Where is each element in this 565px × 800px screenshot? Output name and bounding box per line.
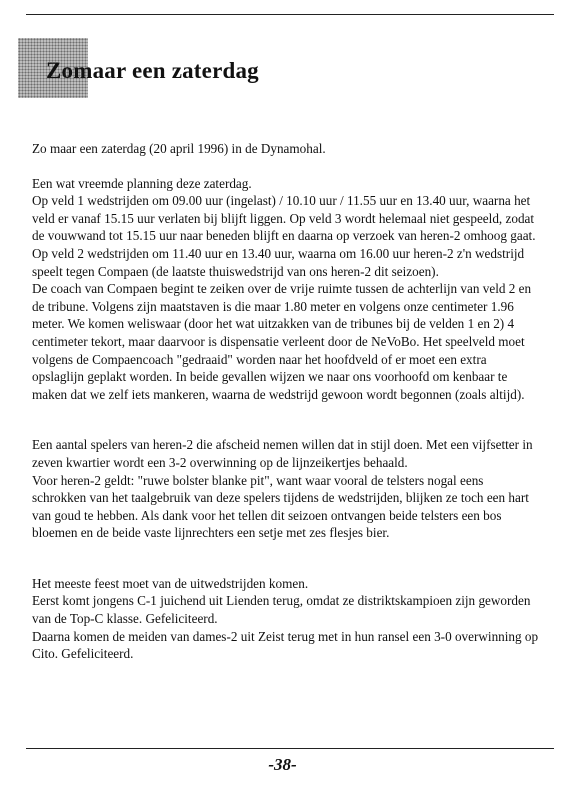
section1-paragraph-2: Op veld 1 wedstrijden om 09.00 uur (ingelast) / 10.10 uur / 11.55 uur en 13.40 uur, waarna het veld er vanaf 15.15 uur verlaten bij blijft liggen. Op veld 3 wordt helemaal niet gespeeld, zodat de vouwwand tot 15.15 uur naar beneden blijft en daarna op verzoek van heren-2 omhoog gaat. Op veld 2 wedstrijden om 11.40 uur en 13.40 uur, waarna om 16.00 uur heren-2 z'n wedstrijd speelt tegen Compaen (de laatste thuiswedstrijd van ons heren-2 dit seizoen). xyxy=(32,193,536,279)
section1-paragraph-3: De coach van Compaen begint te zeiken over de vrije ruimte tussen de achterlijn van veld 2 en de tribune. Volgens zijn maatstaven is die maar 1.80 meter en volgens onze centimeter 1.96 meter. We komen weliswaar (door het wat uitzakken van de tribunes bij de velden 1 en 2) 4 centimeter tekort, maar daarvoor is dispensatie verleent door de NeVoBo. Het speelveld moet volgens de Compaencoach "gedraaid" worden naar het hoofdveld of er moet een extra opslaglijn geplakt worden. In beide gevallen wijzen we naar ons voorhoofd om kenbaar te maken dat we zelf iets mankeren, waarna de wedstrijd gewoon wordt begonnen (zoals altijd). xyxy=(32,281,532,402)
section3-paragraph-1: Het meeste feest moet van de uitwedstrijden komen. xyxy=(32,575,309,591)
bottom-rule xyxy=(26,748,554,749)
article-body xyxy=(32,140,540,663)
section3-paragraph-2: Eerst komt jongens C-1 juichend uit Lienden terug, omdat ze distriktskampioen zijn geworden van de Top-C klasse. Gefeliciteerd. xyxy=(32,593,531,627)
article-title: Zomaar een zaterdag xyxy=(46,58,259,83)
section2-paragraph-2: Voor heren-2 geldt: "ruwe bolster blanke pit", want waar vooral de telsters nogal eens schrokken van het taalgebruik van deze spelers tijdens de wedstrijden, blijken ze toch een hart van goud te hebben. Als dank voor het tellen dit seizoen ontvangen beide telsters een bos bloemen en de beide vaste lijnrechters een setje met zes flesjes bier. xyxy=(32,472,529,541)
page-number: -38- xyxy=(268,755,297,774)
section3-paragraph-3: Daarna komen de meiden van dames-2 uit Zeist terug met in hun ransel een 3-0 overwinning op Cito. Gefeliciteerd. xyxy=(32,628,539,662)
intro-paragraph: Zo maar een zaterdag (20 april 1996) in de Dynamohal. xyxy=(32,141,326,156)
top-rule xyxy=(26,14,554,15)
section1-paragraph-1: Een wat vreemde planning deze zaterdag. xyxy=(32,175,252,191)
section2-paragraph-1: Een aantal spelers van heren-2 die afscheid nemen willen dat in stijl doen. Met een vijfsetter in zeven kwartier wordt een 3-2 overwinning op de lijnzeikertjes behaald. xyxy=(32,437,533,470)
